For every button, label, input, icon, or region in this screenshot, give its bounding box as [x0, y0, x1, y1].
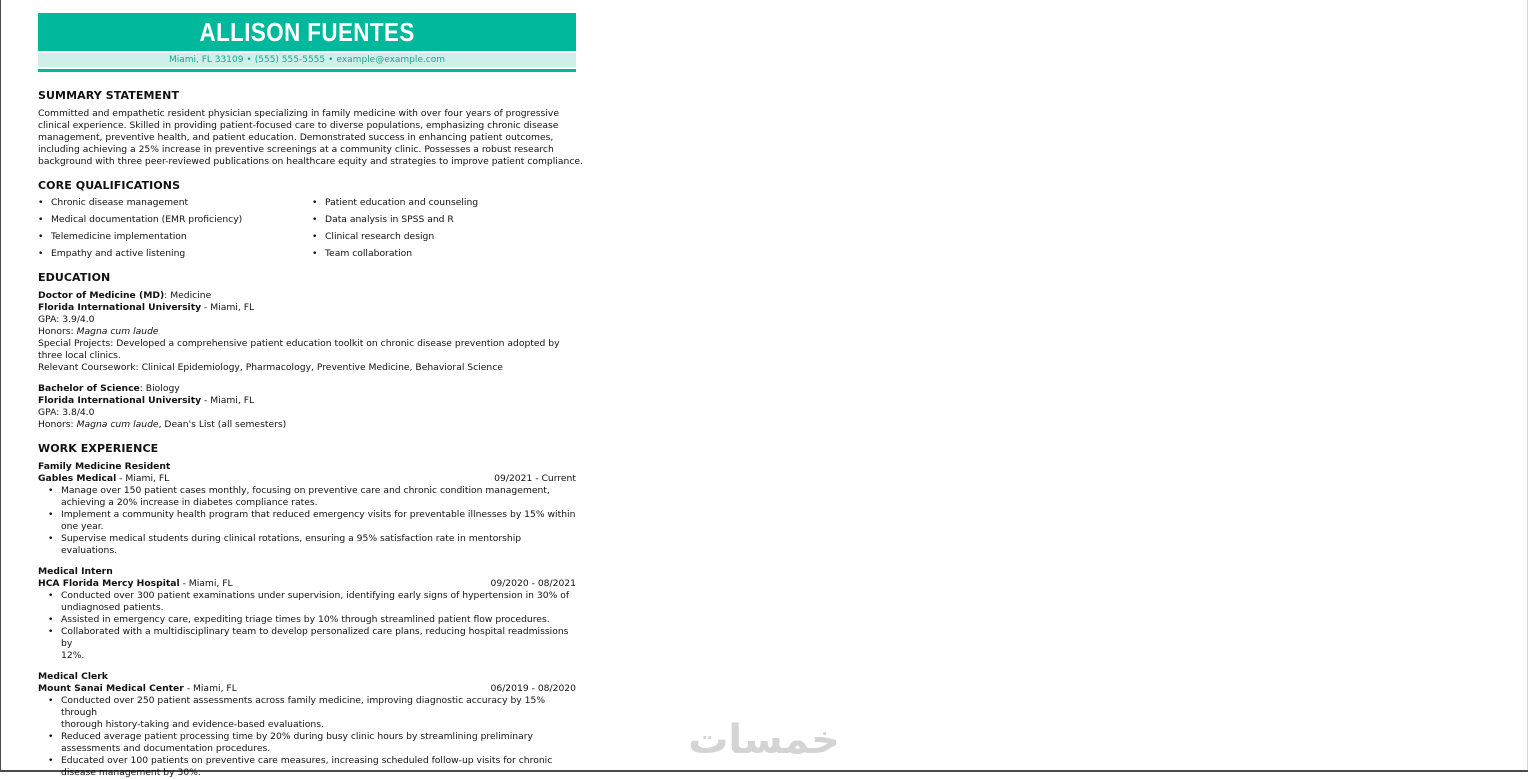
- honors-value: Magna cum laude: [76, 419, 159, 430]
- job-employer-line: [38, 683, 237, 695]
- job-bullets: [48, 695, 576, 779]
- contact-email[interactable]: example@example.com: [336, 55, 446, 65]
- qualification-item: • Chronic disease management: [38, 197, 312, 214]
- bullet-line: • Conducted over 300 patient examinations under supervision, identifying early signs of hypertension in 30% of: [61, 590, 570, 601]
- job-bullet: [48, 731, 576, 755]
- job-bullet: [48, 614, 576, 626]
- bullet-line: undiagnosed patients.: [61, 602, 164, 613]
- experience-heading: WORK EXPERIENCE: [38, 442, 159, 455]
- bullet-line: disease management by 30%.: [61, 767, 201, 778]
- degree-line: [38, 290, 576, 302]
- bullet-line: thorough history-taking and evidence-based evaluations.: [61, 719, 324, 730]
- school-name: Florida International University: [38, 302, 202, 313]
- job-employer-row: [38, 578, 576, 590]
- qualification-item: • Team collaboration: [312, 248, 478, 265]
- header-divider: [38, 69, 576, 72]
- honors-line: [38, 326, 576, 338]
- bullet-line: one year.: [61, 521, 104, 532]
- header-name-bar: [38, 13, 576, 51]
- employer-name: HCA Florida Mercy Hospital: [38, 578, 180, 589]
- qualifications-heading: CORE QUALIFICATIONS: [38, 179, 181, 192]
- school-line: [38, 302, 576, 314]
- honors-value: Magna cum laude: [76, 326, 159, 337]
- summary-line: background with three peer-reviewed publications on healthcare equity and strategies to improve patient compliance.: [38, 156, 583, 167]
- summary-text: [38, 108, 583, 168]
- job-dates: 06/2019 - 08/2020: [490, 683, 576, 694]
- job-employer-line: [38, 578, 233, 590]
- bullet-line: • Reduced average patient processing time by 20% during busy clinic hours by streamlining preliminary: [61, 731, 533, 742]
- job-dates: 09/2020 - 08/2021: [490, 578, 576, 589]
- experience-section: [38, 442, 576, 779]
- education-entry: [38, 383, 576, 431]
- honors-label: Honors:: [38, 419, 77, 430]
- qualification-item: • Patient education and counseling: [312, 197, 478, 214]
- school-name: Florida International University: [38, 395, 202, 406]
- job-bullets: [48, 485, 576, 557]
- degree-name: Doctor of Medicine (MD): [38, 290, 165, 301]
- job-bullet: [48, 509, 576, 533]
- qualification-item: • Data analysis in SPSS and R: [312, 214, 478, 231]
- job-bullet: [48, 485, 576, 509]
- bullet-line: achieving a 20% increase in diabetes compliance rates.: [61, 497, 318, 508]
- job-entry: [38, 671, 576, 779]
- employer-location: - Miami, FL: [179, 578, 233, 589]
- qualification-item: • Telemedicine implementation: [38, 231, 312, 248]
- resume-page: [38, 13, 583, 778]
- qualifications-list: [38, 197, 576, 265]
- summary-line: Committed and empathetic resident physician specializing in family medicine with over four years of progressive: [38, 108, 559, 119]
- bullet-line: • Manage over 150 patient cases monthly, focusing on preventive care and chronic condition management,: [61, 485, 550, 496]
- gpa: GPA: 3.9/4.0: [38, 314, 95, 325]
- contact-phone: (555) 555-5555: [254, 55, 326, 65]
- honors-line: [38, 419, 576, 431]
- qualifications-column-left: [38, 197, 312, 265]
- bullet-line: • Educated over 100 patients on preventive care measures, increasing scheduled follow-up visits for chronic: [61, 755, 553, 766]
- school-location: - Miami, FL: [201, 395, 255, 406]
- qualification-item: • Clinical research design: [312, 231, 478, 248]
- job-title: Family Medicine Resident: [38, 461, 171, 472]
- education-section: [38, 271, 576, 431]
- bullet-line: 12%.: [61, 650, 85, 661]
- summary-heading: SUMMARY STATEMENT: [38, 89, 180, 102]
- job-employer-row: [38, 683, 576, 695]
- summary-line: including achieving a 25% increase in preventive screenings at a community clinic. Possesses a robust research: [38, 144, 554, 155]
- special-projects: Special Projects: Developed a comprehensive patient education toolkit on chronic disease prevention adopted by: [38, 338, 560, 349]
- bullet-line: • Supervise medical students during clinical rotations, ensuring a 95% satisfaction rate in mentorship evaluations.: [61, 533, 522, 556]
- job-entry: [38, 461, 576, 557]
- school-location: - Miami, FL: [201, 302, 255, 313]
- contact-bar: [38, 53, 576, 67]
- watermark-logo: [668, 715, 860, 763]
- summary-line: management, preventive health, and patient education. Demonstrated success in enhancing patient outcomes,: [38, 132, 554, 143]
- job-title: Medical Intern: [38, 566, 113, 577]
- job-employer-line: [38, 473, 169, 485]
- summary-line: clinical experience. Skilled in providing patient-focused care to diverse populations, emphasizing chronic disease: [38, 120, 559, 131]
- candidate-name: ALLISON FUENTES: [199, 16, 415, 47]
- bullet-line: • Implement a community health program that reduced emergency visits for preventable illnesses by 15% within: [61, 509, 576, 520]
- degree-line: [38, 383, 576, 395]
- job-title: Medical Clerk: [38, 671, 108, 682]
- job-dates: 09/2021 - Current: [494, 473, 576, 484]
- summary-section: [38, 89, 583, 168]
- gpa: GPA: 3.8/4.0: [38, 407, 95, 418]
- watermark-text: خمسات: [688, 717, 840, 763]
- contact-location: Miami, FL 33109: [168, 55, 244, 65]
- education-entry: [38, 290, 576, 374]
- bullet-line: assessments and documentation procedures.: [61, 743, 271, 754]
- school-line: [38, 395, 576, 407]
- bullet-line: • Assisted in emergency care, expediting triage times by 10% through streamlined patient flow procedures.: [61, 614, 550, 625]
- qualifications-column-right: [312, 197, 478, 265]
- window-frame-left: [0, 0, 1, 772]
- special-projects-cont: three local clinics.: [38, 350, 121, 361]
- relevant-coursework: Relevant Coursework: Clinical Epidemiology, Pharmacology, Preventive Medicine, Behavioral Science: [38, 362, 503, 373]
- job-bullet: [48, 755, 576, 779]
- employer-name: Mount Sanai Medical Center: [38, 683, 184, 694]
- education-heading: EDUCATION: [38, 271, 111, 284]
- qualifications-section: [38, 179, 576, 265]
- job-bullets: [48, 590, 576, 662]
- contact-separator: •: [246, 55, 252, 65]
- job-employer-row: [38, 473, 576, 485]
- job-bullet: [48, 590, 576, 614]
- contact-separator: •: [328, 55, 334, 65]
- honors-label: Honors:: [38, 326, 77, 337]
- honors-extra: , Dean's List (all semesters): [158, 419, 287, 430]
- degree-name: Bachelor of Science: [38, 383, 140, 394]
- job-bullet: [48, 626, 576, 662]
- degree-field: : Biology: [139, 383, 180, 394]
- job-entry: [38, 566, 576, 662]
- degree-field: : Medicine: [164, 290, 212, 301]
- bullet-line: • Conducted over 250 patient assessments across family medicine, improving diagnostic accuracy by 15% through: [61, 695, 546, 718]
- bullet-line: • Collaborated with a multidisciplinary team to develop personalized care plans, reducing hospital readmissions by: [61, 626, 569, 649]
- employer-location: - Miami, FL: [116, 473, 170, 484]
- job-bullet: [48, 695, 576, 731]
- qualification-item: • Medical documentation (EMR proficiency): [38, 214, 312, 231]
- qualification-item: • Empathy and active listening: [38, 248, 312, 265]
- employer-location: - Miami, FL: [183, 683, 237, 694]
- job-bullet: [48, 533, 576, 557]
- employer-name: Gables Medical: [38, 473, 117, 484]
